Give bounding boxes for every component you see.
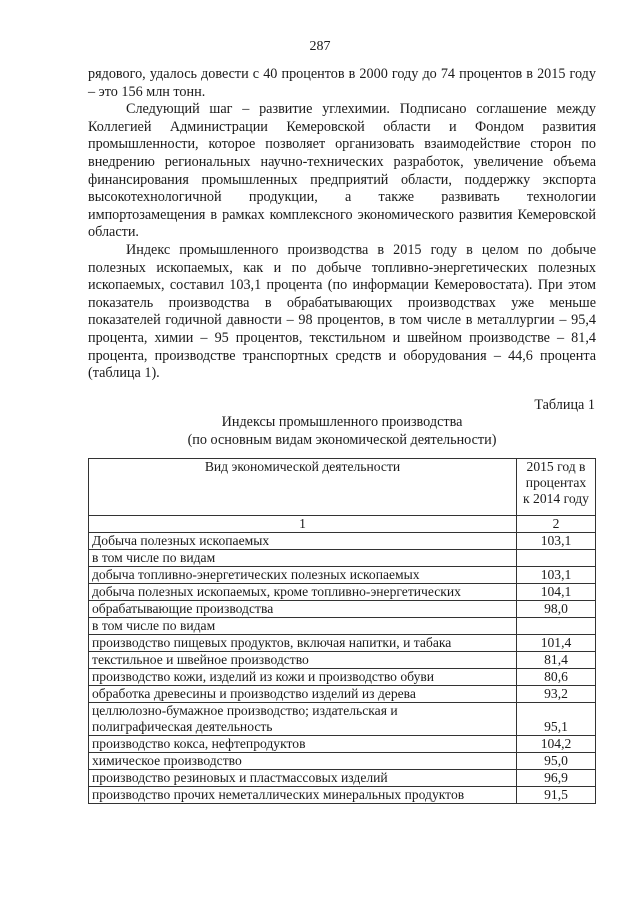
row-name: производство прочих неметаллических минеральных продуктов [89,787,517,804]
row-name: обработка древесины и производство изделий из дерева [89,686,517,703]
row-value: 95,0 [517,753,596,770]
row-value: 101,4 [517,635,596,652]
table-row [89,601,596,618]
row-name: обрабатывающие производства [89,601,517,618]
industrial-index-table [88,458,596,804]
row-name: производство резиновых и пластмассовых изделий [89,770,517,787]
row-name: производство кожи, изделий из кожи и производство обуви [89,669,517,686]
row-value: 103,1 [517,567,596,584]
paragraph-2: Следующий шаг – развитие углехимии. Подписано соглашение между Коллегией Администрации Кемеровской области и Фондом развития промышленности, которое позволяет организовать взаимодействие сторон по внедрению региональных научно-технических разработок, увеличение объема финансирования промышленных предприятий области, поддержку экспорта высокотехнологичной продукции, а также развивать технологии импортозамещения в рамках комплексного экономического развития Кемеровской области. [88,101,596,241]
header-value-line-3: к 2014 году [523,491,589,506]
column-number-row [89,516,596,533]
row-name: в том числе по видам [89,550,517,567]
row-value [517,550,596,567]
row-value: 95,1 [517,703,596,736]
paragraph-1: рядового, удалось довести с 40 процентов в 2000 году до 74 процентов в 2015 году – это 156 млн тонн. [88,66,596,100]
header-value-line-1: 2015 год в [526,459,586,474]
row-name-line-2: полиграфическая деятельность [92,719,273,734]
row-value: 104,1 [517,584,596,601]
row-value: 104,2 [517,736,596,753]
table-row [89,550,596,567]
row-value: 103,1 [517,533,596,550]
table-row [89,635,596,652]
header-activity: Вид экономической деятельности [89,459,517,516]
row-value [517,618,596,635]
table-row [89,787,596,804]
row-name: добыча полезных ископаемых, кроме топливно-энергетических [89,584,517,601]
body-text [88,66,596,383]
row-value: 98,0 [517,601,596,618]
table-title [88,414,596,449]
table-row [89,770,596,787]
row-name: химическое производство [89,753,517,770]
table-row [89,669,596,686]
table-row [89,703,596,736]
table-header-row [89,459,596,516]
row-name: Добыча полезных ископаемых [89,533,517,550]
table-label: Таблица 1 [534,397,595,413]
table-row [89,736,596,753]
table-row [89,567,596,584]
row-value: 96,9 [517,770,596,787]
row-value: 93,2 [517,686,596,703]
row-name: в том числе по видам [89,618,517,635]
row-name: производство кокса, нефтепродуктов [89,736,517,753]
row-name-line-1: целлюлозно-бумажное производство; издательская и [92,703,398,718]
table-row [89,533,596,550]
table-row [89,618,596,635]
column-number-2: 2 [517,516,596,533]
paragraph-3: Индекс промышленного производства в 2015 году в целом по добыче полезных ископаемых, как и по добыче топливно-энергетических полезных ископаемых, составил 103,1 процента (по информации Кемеровостата). При этом показатель производства в обрабатывающих производствах уже меньше показателей годичной давности – 98 процентов, в том числе в металлургии – 95,4 процента, химии – 95 процентов, текстильном и швейном производстве – 81,4 процента, производстве транспортных средств и оборудования – 44,6 процента (таблица 1). [88,241,596,382]
table-row [89,584,596,601]
page-number: 287 [309,39,331,54]
header-value [517,459,596,516]
table-row [89,686,596,703]
table-title-line-2: (по основным видам экономической деятельности) [187,431,497,448]
row-name: добыча топливно-энергетических полезных ископаемых [89,567,517,584]
row-value: 91,5 [517,787,596,804]
row-value: 81,4 [517,652,596,669]
table-row [89,652,596,669]
row-name: производство пищевых продуктов, включая напитки, и табака [89,635,517,652]
header-value-line-2: процентах [525,475,587,490]
row-value: 80,6 [517,669,596,686]
row-name: текстильное и швейное производство [89,652,517,669]
table-row [89,753,596,770]
table-title-line-1: Индексы промышленного производства [221,414,463,430]
row-name [89,703,517,736]
column-number-1: 1 [89,516,517,533]
